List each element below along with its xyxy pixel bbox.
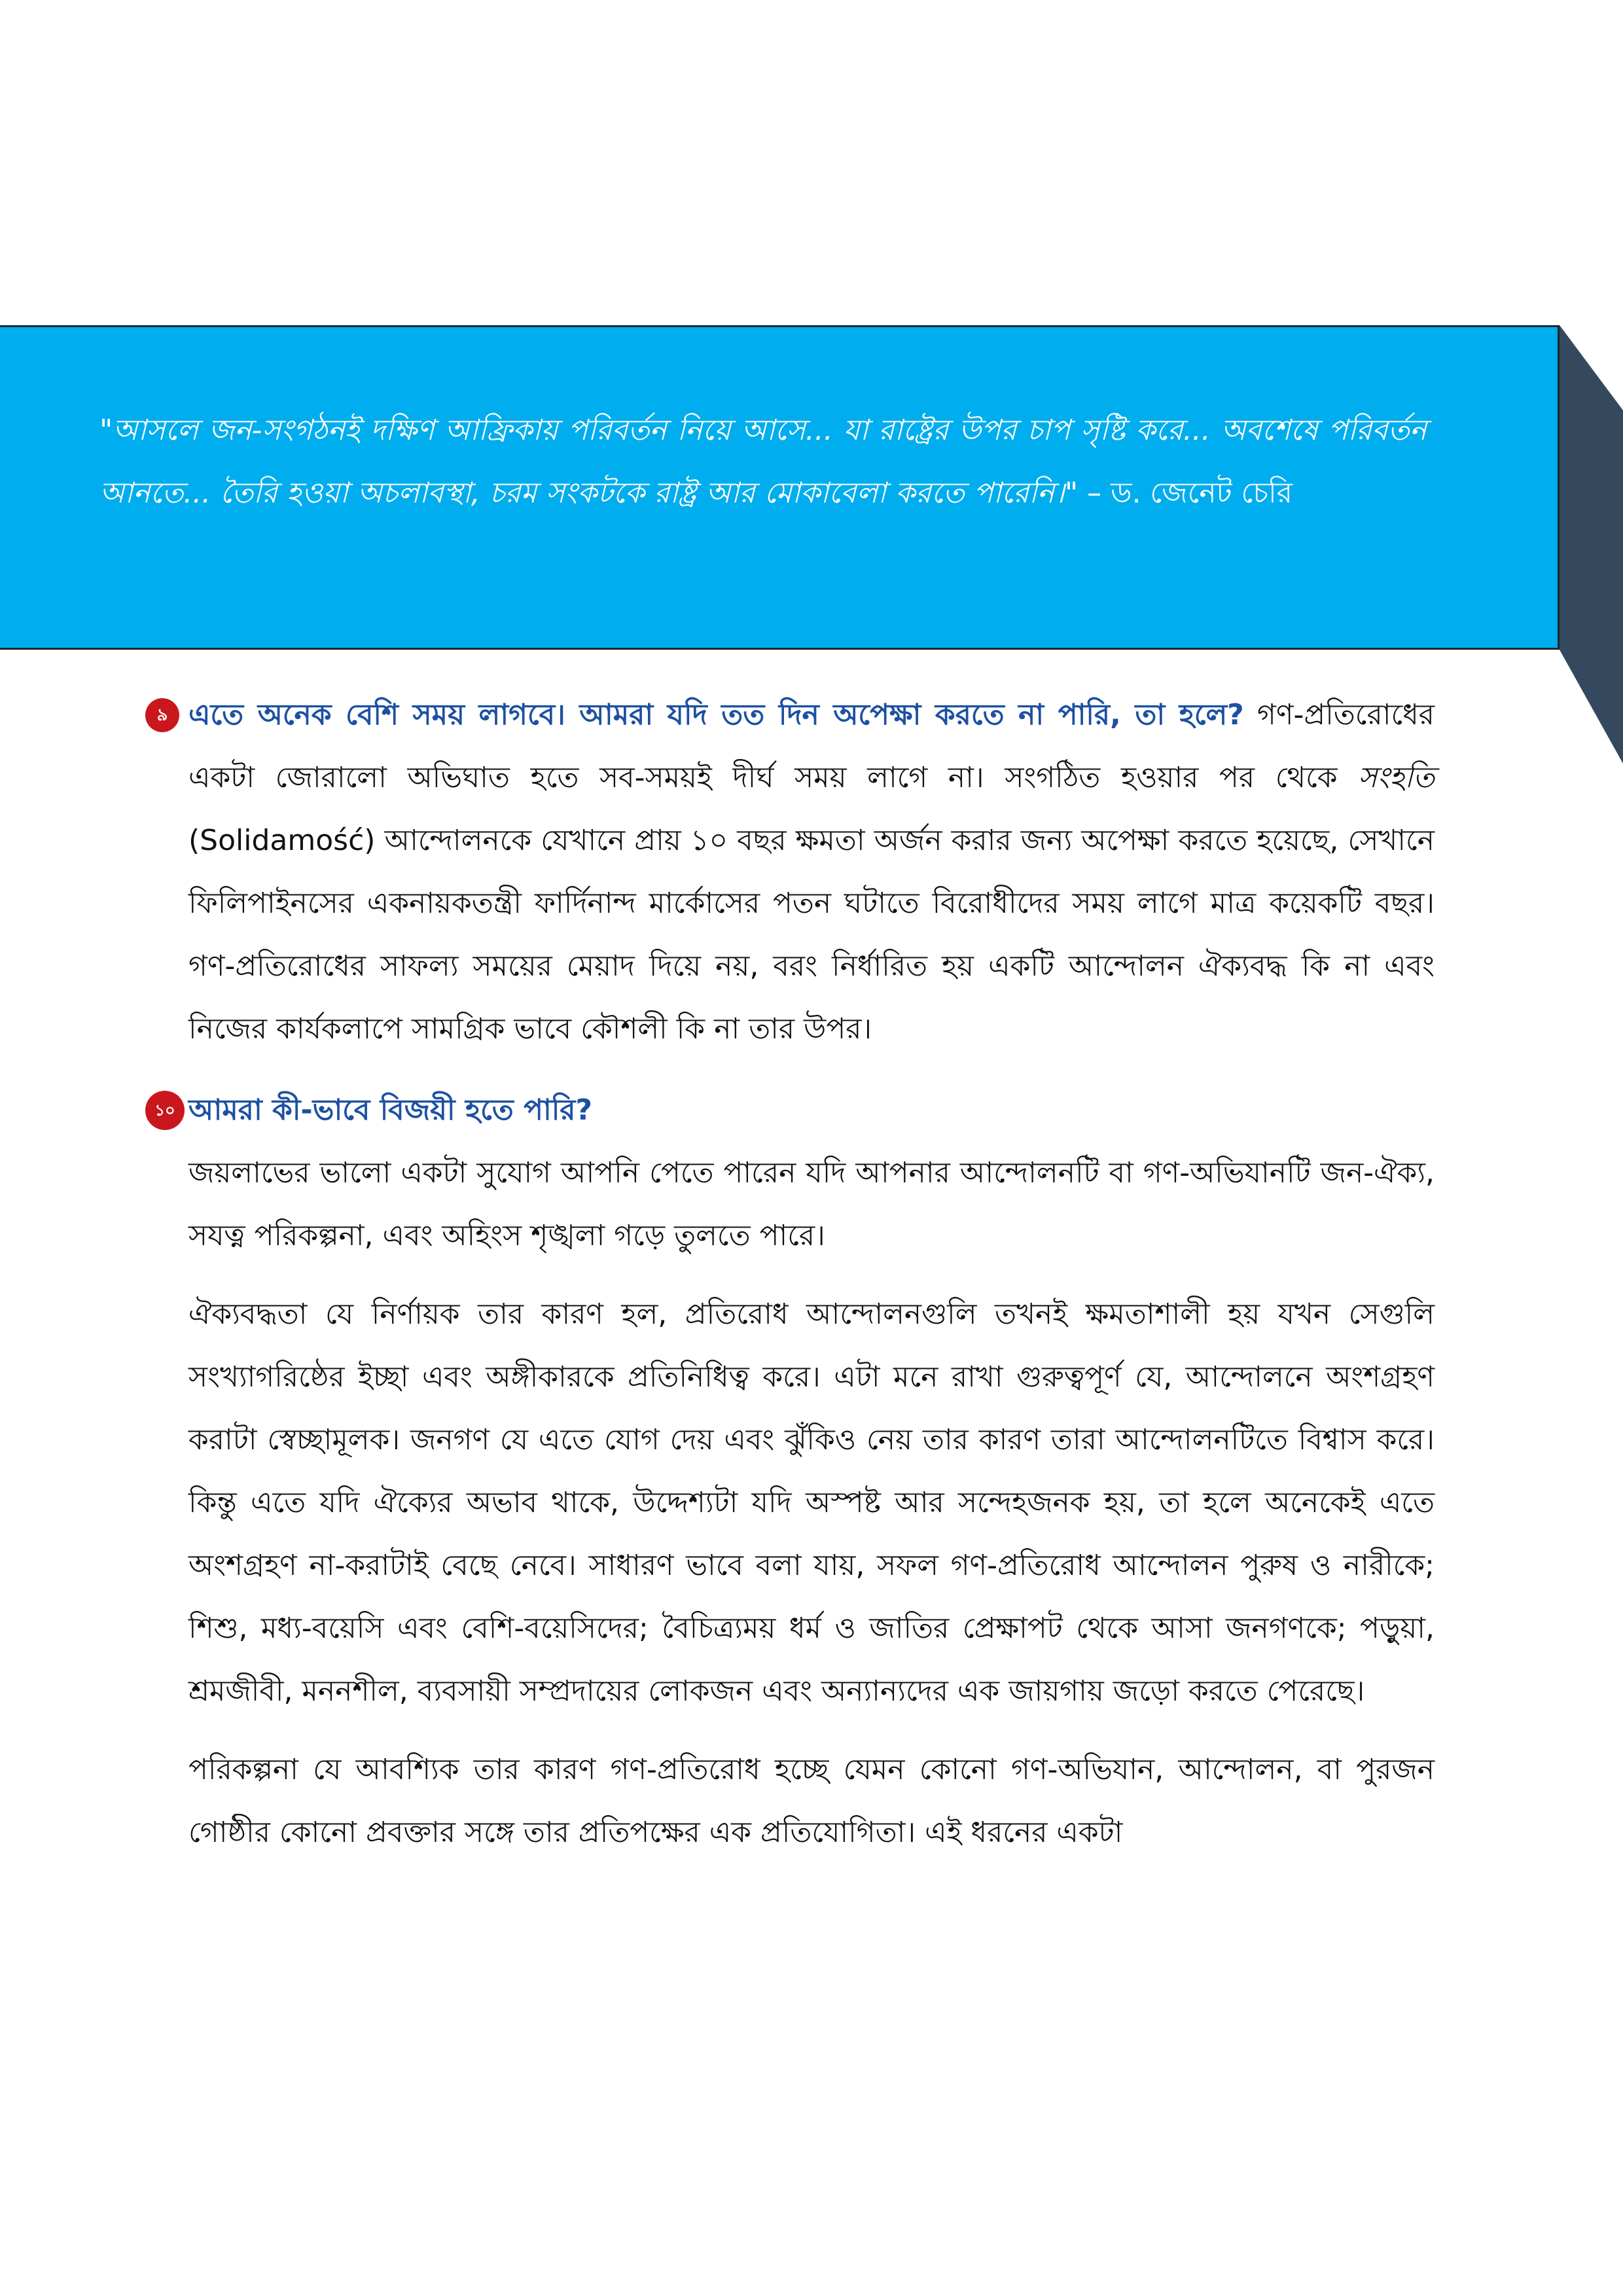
question-heading: আমরা কী-ভাবে বিজয়ী হতে পারি? bbox=[188, 1093, 593, 1127]
quote-text bbox=[99, 399, 1427, 525]
quote-banner bbox=[0, 325, 1560, 650]
answer-paragraph-1: জয়লাভের ভালো একটা সুযোগ আপনি পেতে পারেন যদি আপনার আন্দোলনটি বা গণ-অভিযানটি জন-ঐক্য, সযত্ন পরিকল্পনা, এবং অহিংস শৃঙ্খলা গড়ে তুলতে পারে। bbox=[188, 1156, 1435, 1252]
answer-paragraph bbox=[188, 684, 1435, 1061]
answer-paragraph-2: ঐক্যবদ্ধতা যে নির্ণায়ক তার কারণ হল, প্রতিরোধ আন্দোলনগুলি তখনই ক্ষমতাশালী হয় যখন সেগুলি সংখ্যাগরিষ্ঠের ইচ্ছা এবং অঙ্গীকারকে প্রতিনিধিত্ব করে। এটা মনে রাখা গুরুত্বপূর্ণ যে, আন্দোলনে অংশগ্রহণ করাটা স্বেচ্ছামূলক। জনগণ যে এতে যোগ দেয় এবং ঝুঁকিও নেয় তার কারণ তারা আন্দোলনটিতে বিশ্বাস করে। কিন্তু এতে যদি ঐক্যের অভাব থাকে, উদ্দেশ্যটা যদি অস্পষ্ট আর সন্দেহজনক হয়, তা হলে অনেকেই এতে অংশগ্রহণ না-করাটাই বেছে নেবে। সাধারণ ভাবে বলা যায়, সফল গণ-প্রতিরোধ আন্দোলন পুরুষ ও নারীকে; শিশু, মধ্য-বয়েসি এবং বেশি-বয়েসিদের; বৈচিত্র্যময় ধর্ম ও জাতির প্রেক্ষাপট থেকে আসা জনগণকে; পড়ুয়া, শ্রমজীবী, মননশীল, ব্যবসায়ী সম্প্রদায়ের লোকজন এবং অন্যান্যদের এক জায়গায় জড়ো করতে পেরেছে। bbox=[188, 1298, 1435, 1708]
content-area bbox=[145, 684, 1435, 1864]
banner-fold-shape bbox=[1560, 325, 1623, 764]
quote-author: – ড. জেনেট চেরি bbox=[1078, 476, 1293, 510]
answer-italic-term: সংহতি bbox=[1358, 761, 1435, 794]
quote-body: "আসলে জন-সংগঠনই দক্ষিণ আফ্রিকায় পরিবর্তন নিয়ে আসে... যা রাষ্ট্রের উপর চাপ সৃষ্টি করে... অবশেষে পরিবর্তন আনতে... তৈরি হওয়া অচলাবস্থা, চরম সংকটকে রাষ্ট্র আর মোকাবেলা করতে পারেনি।" bbox=[99, 414, 1427, 510]
question-number-badge: ১০ bbox=[145, 1091, 185, 1130]
qa-item-10 bbox=[145, 1079, 1435, 1864]
question-number-badge: ৯ bbox=[145, 698, 179, 732]
answer-paragraph-3: পরিকল্পনা যে আবশ্যিক তার কারণ গণ-প্রতিরোধ হচ্ছে যেমন কোনো গণ-অভিযান, আন্দোলন, বা পুরজন গোষ্ঠীর কোনো প্রবক্তার সঙ্গে তার প্রতিপক্ষের এক প্রতিযোগিতা। এই ধরনের একটা bbox=[188, 1753, 1435, 1849]
question-heading: এতে অনেক বেশি সময় লাগবে। আমরা যদি তত দিন অপেক্ষা করতে না পারি, তা হলে? bbox=[188, 698, 1244, 732]
answer-text-part-2: আন্দোলনকে যেখানে প্রায় ১০ বছর ক্ষমতা অর্জন করার জন্য অপেক্ষা করতে হয়েছে, সেখানে ফিলিপাইনসের একনায়কতন্ত্রী ফার্দিনান্দ মার্কোসের পতন ঘটাতে বিরোধীদের সময় লাগে মাত্র কয়েকটি বছর। গণ-প্রতিরোধের সাফল্য সময়ের মেয়াদ দিয়ে নয়, বরং নির্ধারিত হয় একটি আন্দোলন ঐক্যবদ্ধ কি না এবং নিজের কার্যকলাপে সামগ্রিক ভাবে কৌশলী কি না তার উপর। bbox=[188, 824, 1435, 1046]
answer-text-part-1: গণ-প্রতিরোধের একটা জোরালো অভিঘাত হতে সব-সময়ই দীর্ঘ সময় লাগে না। সংগঠিত হওয়ার পর থেকে bbox=[188, 698, 1435, 794]
answer-paren-term: (Solidamość) bbox=[188, 824, 376, 857]
qa-item-9 bbox=[145, 684, 1435, 1061]
